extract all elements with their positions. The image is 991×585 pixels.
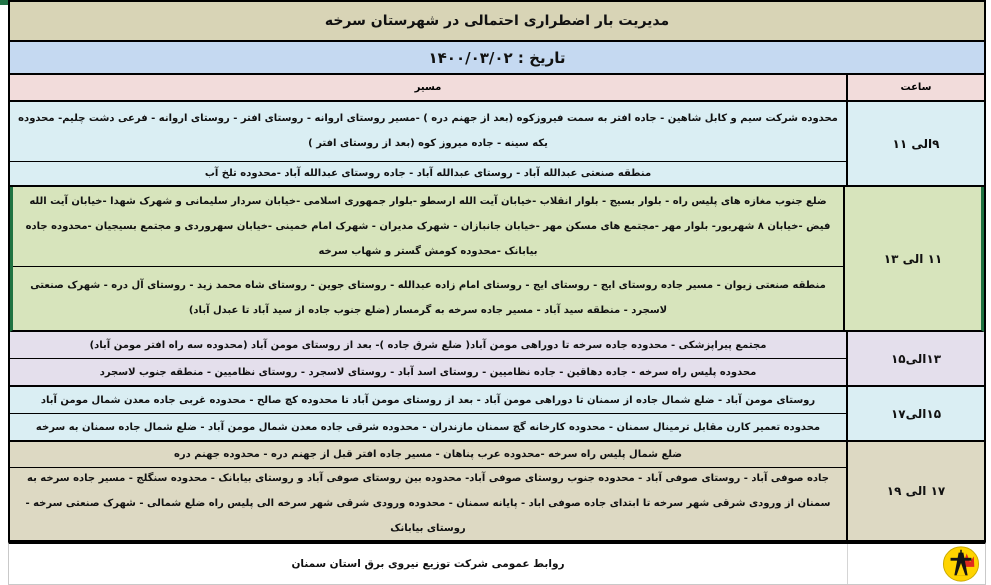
table-header-row xyxy=(10,75,984,102)
route-cell: منطقه صنعتی زیوان - مسیر جاده روستای ایج - روستای ایج - روستای امام زاده عبدالله - روستای جوین - روستای شاه محمد زید - روستای آل دره - شهرک صنعتی لاسجرد - منطقه سید آباد - مسیر جاده سرخه به گرمسار (ضلع جنوب جاده از سید آباد تا عبدل آباد) xyxy=(13,266,843,330)
electric-company-logo xyxy=(941,545,981,583)
page-title: مدیریت بار اضطراری احتمالی در شهرستان سرخه xyxy=(324,13,670,29)
hour-cell: ۱۷ الی ۱۹ xyxy=(846,442,984,540)
route-cells xyxy=(10,332,846,385)
schedule-row-17-19 xyxy=(10,442,984,542)
schedule-row-13-15 xyxy=(10,332,984,387)
hour-cell: ۱۱ الی ۱۳ xyxy=(843,187,981,330)
route-cell: محدوده تعمیر کارن مقابل ترمینال سمنان - محدوده کارخانه گچ سمنان مازندران - محدوده شرقی جاده معدن شمال مومن آباد - ضلع شمال جاده سمنان به سرخه xyxy=(10,413,846,440)
route-cell: مجتمع پیراپزشکی - محدوده جاده سرخه تا دوراهی مومن آباد( ضلع شرق جاده )- بعد از روستای مومن آباد (محدوده سه راه افتر مومن آباد) xyxy=(10,332,846,358)
hour-cell: ۹الی ۱۱ xyxy=(846,102,984,185)
hour-cell: ۱۳الی۱۵ xyxy=(846,332,984,385)
schedule-table xyxy=(8,0,986,542)
route-cell: محدوده شرکت سیم و کابل شاهین - جاده افتر به سمت فیروزکوه (بعد از جهنم دره ) -مسیر روستای اروانه - روستای افتر - روستای اروانه - فرعی دشت چلیم- محدوده یکه سینه - جاده میروز کوه (بعد از روستای افتر ) xyxy=(10,102,846,161)
route-cell: ضلع شمال پلیس راه سرخه -محدوده عرب پناهان - مسیر جاده افتر قبل از جهنم دره - محدوده جهنم دره xyxy=(10,442,846,467)
logo-cell xyxy=(847,544,985,584)
route-cells xyxy=(13,187,843,330)
route-cell: منطقه صنعتی عبدالله آباد - روستای عبدالله آباد - جاده روستای عبدالله آباد -محدوده تلخ آب xyxy=(10,161,846,185)
column-header-route: مسیر xyxy=(414,82,442,93)
route-cell: جاده صوفی آباد - روستای صوفی آباد - محدوده جنوب روستای صوفی آباد- محدوده بین روستای صوفی آباد و روستای بیابانک - محدوده سنگلج - مسیر جاده سرخه به سمنان از ورودی شرقی شهر سرخه تا ابتدای جاده صوفی اباد - پایانه سمنان - محدوده ورودی شرقی شهر سرخه الی پلیس راه ضلع شمالی - شهرک صنعتی سرخه - روستای بیابانک xyxy=(10,467,846,540)
date-label: تاریخ : ۱۴۰۰/۰۳/۰۲ xyxy=(428,48,566,67)
title-bar xyxy=(10,2,984,42)
route-cells xyxy=(10,387,846,440)
schedule-row-11-13 xyxy=(10,187,984,332)
footer-bar xyxy=(8,542,986,585)
route-cell: ضلع جنوب مغازه های پلیس راه - بلوار بسیج - بلوار انقلاب -خیابان آیت الله ارسطو -بلوار جمهوری اسلامی -خیابان سردار سلیمانی و شهرک شهدا -خیابان آیت الله فیض -خیابان ۸ شهریور- بلوار مهر -مجتمع های مسکن مهر -خیابان جانبازان - شهرک مدیران - شهرک امام خمینی -خیابان سهروردی و مجتمع بسیجیان -محدوده جاده بیابانک -محدوده کومش گستر و شهاب سرخه xyxy=(13,187,843,266)
route-cell: روستای مومن آباد - ضلع شمال جاده از سمنان تا دوراهی مومن آباد - بعد از روستای مومن آباد تا محدوده کچ صالح - محدوده غربی جاده معدن شمال مومن آباد xyxy=(10,387,846,413)
schedule-sheet xyxy=(8,0,986,585)
footer-text: روابط عمومی شرکت توزیع نیروی برق استان سمنان xyxy=(291,558,565,570)
hour-cell: ۱۵الی۱۷ xyxy=(846,387,984,440)
route-cells xyxy=(10,102,846,185)
route-cells xyxy=(10,442,846,540)
schedule-row-15-17 xyxy=(10,387,984,442)
column-header-hour: ساعت xyxy=(846,75,984,100)
route-cell: محدوده پلیس راه سرخه - جاده دهاقین - جاده نظامیین - روستای اسد آباد - روستای لاسجرد - روستای نظامیین - منطقه جنوب لاسجرد xyxy=(10,358,846,385)
schedule-row-9-11 xyxy=(10,102,984,187)
date-bar xyxy=(10,42,984,75)
